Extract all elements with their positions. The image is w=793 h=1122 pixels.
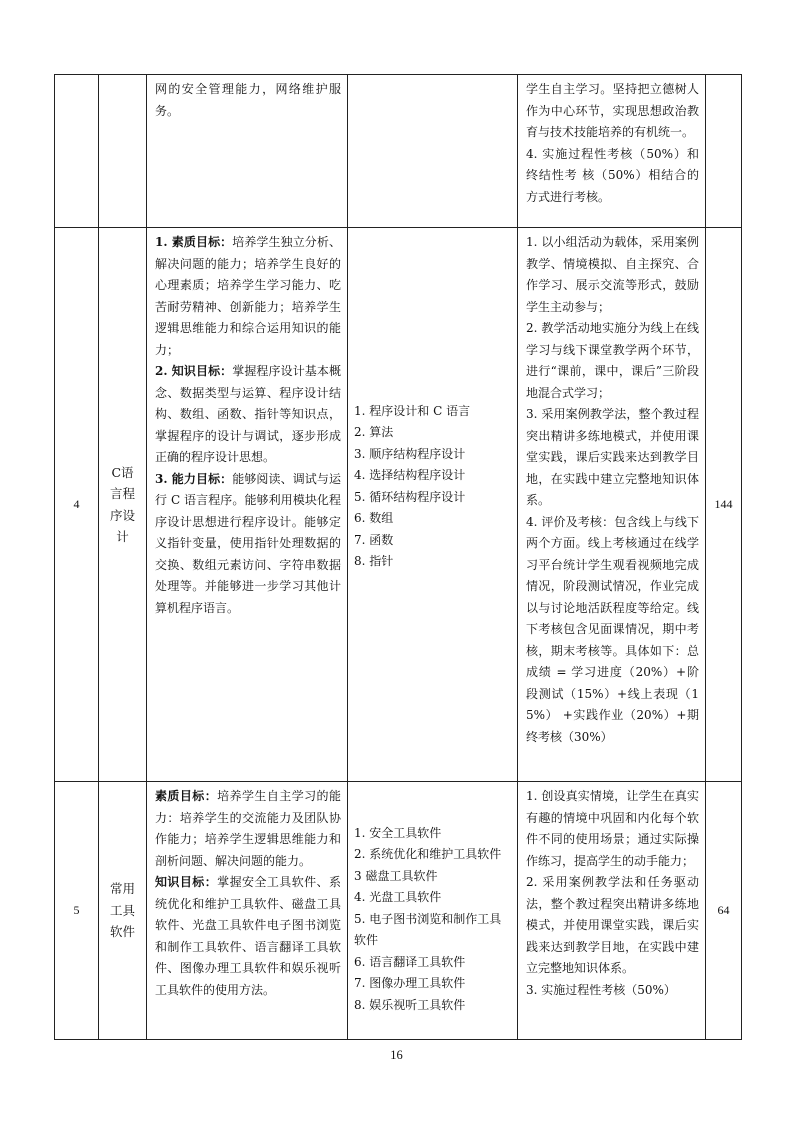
list-item: 6. 语言翻译工具软件 — [354, 954, 466, 969]
goal-paragraph: 1. 素质目标：培养学生独立分析、解决问题的能力；培养学生良好的心理素质；培养学生学习能力、吃苦耐劳精神、创新能力；培养学生逻辑思维能力和综合运用知识的能力； — [155, 235, 341, 357]
methods-cell — [518, 782, 706, 1040]
course-hours: 144 — [706, 228, 742, 782]
method-paragraph: 3. 采用案例教学法，整个教过程突出精讲多练地模式，并使用课堂实践，课后实践来达到教学目地，在实践中建立完整地知识体系。 — [526, 407, 699, 507]
method-paragraph: 2. 教学活动地实施分为线上在线学习与线下课堂教学两个环节，进行“课前，课中，课后”三阶段地混合式学习； — [526, 321, 699, 400]
goal-paragraph: 网的安全管理能力，网络维护服务。 — [155, 82, 341, 118]
course-name-cell — [99, 782, 147, 1040]
list-item: 2. 算法 — [354, 425, 394, 439]
list-item: 4. 选择结构程序设计 — [354, 468, 466, 482]
methods-cell — [518, 75, 706, 228]
list-item: 8. 指针 — [354, 554, 394, 568]
list-item: 3. 顺序结构程序设计 — [354, 446, 466, 461]
goals-cell — [147, 75, 348, 228]
table-row — [55, 75, 742, 228]
method-paragraph: 4. 评价及考核：包含线上与线下两个方面。线上考核通过在线学习平台统计学生观看视频地完成情况，阶段测试情况，作业完成以与讨论地活跃程度等给定。线下考核包含见面课情况，期中考核，期末考核等。具体如下：总成绩 = 学习进度（20%）+阶段测试（15%）+线上表现（15%） +实践作业（20%）+期终考核（30%） — [526, 514, 699, 744]
method-paragraph: 2. 采用案例教学法和任务驱动法，整个教过程突出精讲多练地模式，并使用课堂实践，课后实践来达到教学目地，在实践中建立完整地知识体系。 — [526, 875, 699, 975]
method-paragraph: 学生自主学习。坚持把立德树人作为中心环节，实现思想政治教育与技术技能培养的有机统一。 — [526, 82, 699, 139]
list-item: 5. 电子图书浏览和制作工具软件 — [354, 911, 502, 948]
goal-paragraph: 知识目标：掌握安全工具软件、系统优化和维护工具软件、磁盘工具软件、光盘工具软件电子图书浏览和制作工具软件、语言翻译工具软件、图像办理工具软件和娱乐视听工具软件的使用方法。 — [155, 875, 341, 997]
course-name-cell — [99, 75, 147, 228]
table-row — [55, 782, 742, 1040]
course-name: C语言程序设计 — [109, 464, 135, 544]
methods-cell — [518, 228, 706, 782]
list-item: 5. 循环结构程序设计 — [354, 489, 466, 504]
list-item: 4. 光盘工具软件 — [354, 890, 442, 905]
method-paragraph: 4. 实施过程性考核（50%）和终结性考 核（50%）相结合的方式进行考核。 — [526, 146, 699, 204]
method-paragraph: 1. 以小组活动为载体，采用案例教学、情境模拟、自主探究、合作学习、展示交流等形式，鼓励学生主动参与； — [526, 235, 699, 314]
content-cell — [348, 782, 518, 1040]
page-number: 16 — [390, 1048, 403, 1062]
curriculum-table — [54, 74, 742, 1040]
goal-paragraph: 3. 能力目标：能够阅读、调试与运行 C 语言程序。能够利用模块化程序设计思想进行程序设计。能够定义指针变量，使用指针处理数据的交换、数组元素访问、字符串数据处理等。并能够进一步学习其他计算机程序语言。 — [155, 471, 341, 615]
content-cell — [348, 228, 518, 782]
list-item: 6. 数组 — [354, 511, 394, 525]
list-item: 2. 系统优化和维护工具软件 — [354, 847, 502, 862]
list-item: 3 磁盘工具软件 — [354, 868, 438, 883]
goal-paragraph: 素质目标：培养学生自主学习的能力：培养学生的交流能力及团队协作能力；培养学生逻辑思维能力和剖析问题、解决问题的能力。 — [155, 789, 341, 868]
course-name-cell — [99, 228, 147, 782]
course-number — [55, 75, 99, 228]
course-number: 4 — [55, 228, 99, 782]
goals-cell — [147, 228, 348, 782]
method-paragraph: 3. 实施过程性考核（50%） — [526, 982, 676, 997]
list-item: 7. 函数 — [354, 532, 394, 547]
content-cell — [348, 75, 518, 228]
list-item: 8. 娱乐视听工具软件 — [354, 997, 466, 1012]
course-hours — [706, 75, 742, 228]
list-item: 1. 程序设计和 C 语言 — [354, 403, 471, 418]
list-item: 7. 图像办理工具软件 — [354, 976, 466, 991]
goals-cell — [147, 782, 348, 1040]
method-paragraph: 1. 创设真实情境，让学生在真实有趣的情境中巩固和内化每个软件不同的使用场景；通过实际操作练习，提高学生的动手能力； — [526, 789, 699, 868]
goal-paragraph: 2. 知识目标：掌握程序设计基本概念、数据类型与运算、程序设计结构、数组、函数、指针等知识点，掌握程序的设计与调试，逐步形成正确的程序设计思想。 — [155, 364, 341, 464]
list-item: 1. 安全工具软件 — [354, 825, 442, 840]
course-name: 常用工具软件 — [109, 881, 135, 940]
course-hours: 64 — [706, 782, 742, 1040]
table-row — [55, 228, 742, 782]
course-number: 5 — [55, 782, 99, 1040]
